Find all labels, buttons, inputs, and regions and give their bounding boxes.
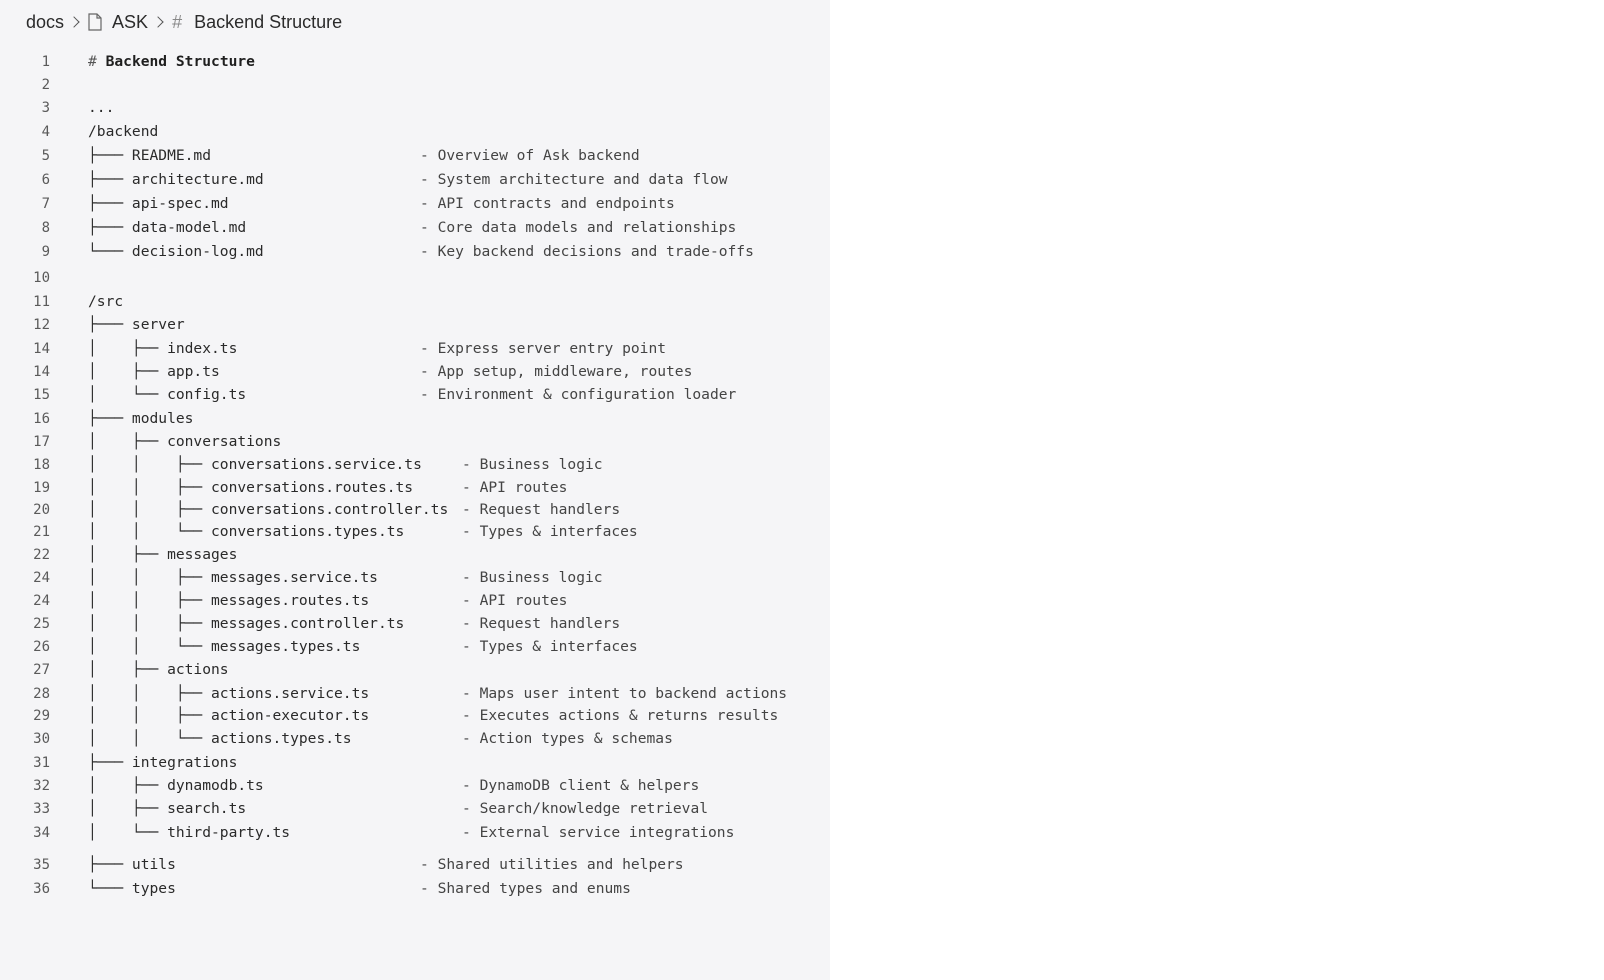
code-text: │ │ ├── messages.controller.ts	[88, 615, 405, 632]
line-number: 24	[33, 570, 50, 586]
line-number: 30	[33, 731, 50, 747]
line-number: 5	[41, 148, 50, 164]
code-line[interactable]	[0, 683, 830, 705]
code-text: ├─── README.md	[88, 147, 212, 164]
code-line[interactable]	[0, 613, 830, 635]
heading-mark: #	[88, 53, 97, 70]
code-text: │ │ ├── conversations.service.ts	[88, 456, 422, 473]
line-description: - Types & interfaces	[462, 638, 638, 655]
code-text: └─── decision-log.md	[88, 243, 264, 260]
code-line[interactable]	[0, 499, 830, 521]
code-text: │ │ └── actions.types.ts	[88, 730, 352, 747]
code-text: │ ├── dynamodb.ts	[88, 777, 264, 794]
code-text: │ │ ├── messages.service.ts	[88, 569, 378, 586]
code-line[interactable]	[0, 454, 830, 476]
code-text: │ │ ├── conversations.routes.ts	[88, 479, 414, 496]
code-line[interactable]	[0, 822, 830, 844]
code-line[interactable]	[0, 636, 830, 658]
code-line[interactable]	[0, 590, 830, 612]
code-line[interactable]	[0, 775, 830, 797]
line-number: 35	[33, 857, 50, 873]
line-description: - DynamoDB client & helpers	[462, 777, 700, 794]
line-number: 11	[33, 294, 50, 310]
code-line[interactable]	[0, 408, 830, 430]
line-description: - Shared utilities and helpers	[420, 856, 684, 873]
line-description: - API routes	[462, 479, 568, 496]
code-line[interactable]	[0, 193, 830, 215]
code-text: ├─── modules	[88, 410, 194, 427]
line-number: 29	[33, 708, 50, 724]
line-number: 17	[33, 434, 50, 450]
line-description: - Express server entry point	[420, 340, 667, 357]
code-text: │ ├── messages	[88, 546, 238, 563]
line-number: 10	[33, 270, 50, 286]
file-icon	[88, 13, 102, 31]
code-text: ├─── architecture.md	[88, 171, 264, 188]
line-number: 25	[33, 616, 50, 632]
line-number: 14	[33, 364, 50, 380]
breadcrumb-item-docs[interactable]: docs	[26, 11, 65, 32]
line-number: 34	[33, 825, 50, 841]
code-text: │ ├── search.ts	[88, 800, 247, 817]
code-line[interactable]	[0, 51, 830, 73]
code-line[interactable]	[0, 728, 830, 750]
code-line[interactable]	[0, 384, 830, 406]
code-text: │ │ └── messages.types.ts	[88, 638, 361, 655]
chevron-right-icon	[152, 16, 163, 27]
line-description: - Core data models and relationships	[420, 219, 737, 236]
line-number: 33	[33, 801, 50, 817]
heading-line	[88, 51, 255, 73]
line-description: - Business logic	[462, 569, 603, 586]
code-line[interactable]	[0, 521, 830, 543]
line-number: 7	[41, 196, 50, 212]
line-description: - Key backend decisions and trade-offs	[420, 243, 754, 260]
code-text: └─── types	[88, 880, 176, 897]
code-text: │ │ ├── action-executor.ts	[88, 707, 370, 724]
line-description: - Search/knowledge retrieval	[462, 800, 709, 817]
code-line[interactable]	[0, 705, 830, 727]
code-text: ├─── data-model.md	[88, 219, 247, 236]
line-description: - Request handlers	[462, 615, 621, 632]
code-text: │ ├── index.ts	[88, 340, 238, 357]
line-number: 2	[41, 77, 50, 93]
line-number: 36	[33, 881, 50, 897]
line-number: 24	[33, 593, 50, 609]
line-description: - App setup, middleware, routes	[420, 363, 693, 380]
code-text: /src	[88, 293, 124, 310]
line-number: 26	[33, 639, 50, 655]
line-description: - System architecture and data flow	[420, 171, 728, 188]
chevron-right-icon	[68, 16, 79, 27]
line-description: - Environment & configuration loader	[420, 386, 737, 403]
code-text: ...	[88, 99, 115, 116]
empty-pane	[830, 0, 1604, 980]
code-line[interactable]	[0, 338, 830, 360]
line-number: 9	[41, 244, 50, 260]
line-description: - Overview of Ask backend	[420, 147, 640, 164]
code-text: ├─── api-spec.md	[88, 195, 229, 212]
line-number: 27	[33, 662, 50, 678]
line-number: 15	[33, 387, 50, 403]
line-description: - Shared types and enums	[420, 880, 631, 897]
code-line[interactable]	[0, 74, 830, 96]
code-line[interactable]	[0, 217, 830, 239]
line-number: 18	[33, 457, 50, 473]
line-number: 28	[33, 686, 50, 702]
code-text: │ ├── conversations	[88, 433, 282, 450]
line-number: 16	[33, 411, 50, 427]
line-number: 4	[41, 124, 50, 140]
code-text: │ ├── actions	[88, 661, 229, 678]
line-number: 22	[33, 547, 50, 563]
code-line[interactable]	[0, 291, 830, 313]
code-line[interactable]	[0, 798, 830, 820]
code-line[interactable]	[0, 854, 830, 876]
code-line[interactable]	[0, 361, 830, 383]
code-line[interactable]	[0, 544, 830, 566]
code-text: /backend	[88, 123, 159, 140]
line-number: 12	[33, 317, 50, 333]
code-text: │ └── third-party.ts	[88, 824, 291, 841]
heading-text: Backend Structure	[105, 53, 255, 70]
line-number: 21	[33, 524, 50, 540]
code-text: ├─── utils	[88, 856, 176, 873]
breadcrumb	[26, 9, 342, 35]
code-line[interactable]	[0, 431, 830, 453]
line-number: 1	[41, 54, 50, 70]
code-line[interactable]	[0, 752, 830, 774]
code-text: │ │ ├── messages.routes.ts	[88, 592, 370, 609]
heading-symbol-icon: #	[172, 11, 183, 32]
code-line[interactable]	[0, 659, 830, 681]
code-text: ├─── server	[88, 316, 185, 333]
line-description: - Maps user intent to backend actions	[462, 685, 788, 702]
code-text: │ │ ├── actions.service.ts	[88, 685, 370, 702]
line-description: - API contracts and endpoints	[420, 195, 675, 212]
code-text: │ │ ├── conversations.controller.ts	[88, 501, 449, 518]
line-number: 19	[33, 480, 50, 496]
code-line[interactable]	[0, 145, 830, 167]
line-number: 3	[41, 100, 50, 116]
line-number: 14	[33, 341, 50, 357]
code-text: │ └── config.ts	[88, 386, 247, 403]
code-line[interactable]	[0, 121, 830, 143]
code-line[interactable]	[0, 169, 830, 191]
line-number: 20	[33, 502, 50, 518]
code-line[interactable]	[0, 878, 830, 900]
breadcrumb-item-heading[interactable]: Backend Structure	[194, 11, 343, 32]
line-description: - Types & interfaces	[462, 523, 638, 540]
line-description: - External service integrations	[462, 824, 735, 841]
line-number: 32	[33, 778, 50, 794]
line-description: - Request handlers	[462, 501, 621, 518]
line-description: - Executes actions & returns results	[462, 707, 779, 724]
code-line[interactable]	[0, 97, 830, 119]
code-line[interactable]	[0, 567, 830, 589]
code-text: │ │ └── conversations.types.ts	[88, 523, 405, 540]
line-number: 31	[33, 755, 50, 771]
code-text: ├─── integrations	[88, 754, 238, 771]
line-description: - Action types & schemas	[462, 730, 673, 747]
line-number: 8	[41, 220, 50, 236]
code-line[interactable]	[0, 267, 830, 289]
code-line[interactable]	[0, 477, 830, 499]
line-number: 6	[41, 172, 50, 188]
code-line[interactable]	[0, 241, 830, 263]
code-text: │ ├── app.ts	[88, 363, 220, 380]
line-description: - Business logic	[462, 456, 603, 473]
line-description: - API routes	[462, 592, 568, 609]
code-line[interactable]	[0, 314, 830, 336]
breadcrumb-item-ask[interactable]: ASK	[112, 11, 149, 32]
